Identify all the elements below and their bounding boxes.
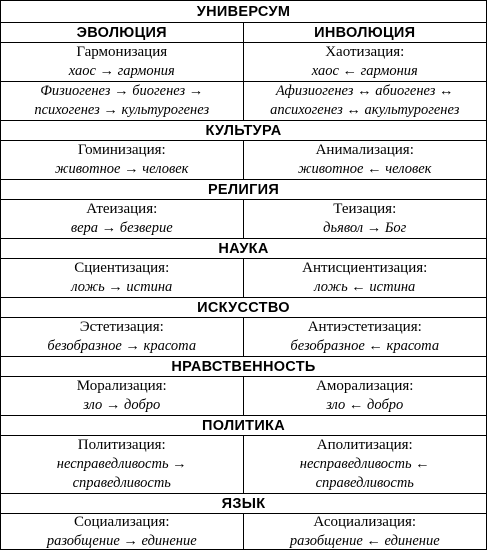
cell-formula: разобщение → единение <box>46 532 197 549</box>
cell-term: Сциентизация: <box>74 260 170 276</box>
agenesis-cell <box>244 82 487 120</box>
cell-formula: зло → добро <box>83 397 161 413</box>
section-row-morality <box>1 376 486 415</box>
cell-term: Аполитизация: <box>316 437 413 453</box>
cell-formula: психогенез → культурогенез <box>34 102 210 118</box>
cell-formula: зло ← добро <box>326 397 404 413</box>
section-title: ИСКУССТВО <box>197 299 290 316</box>
cell-term: Аморализация: <box>316 378 414 394</box>
involution-cell <box>244 377 487 415</box>
section-header-art <box>1 297 486 317</box>
cell-formula: ложь → истина <box>71 279 173 295</box>
harmonization-cell <box>1 43 244 81</box>
cell-term: Социализация: <box>73 513 170 530</box>
cell-term: Хаотизация: <box>325 44 405 60</box>
genesis-row <box>1 81 486 120</box>
evolution-cell <box>1 200 244 238</box>
evolution-column-header: ЭВОЛЮЦИЯ <box>1 23 244 42</box>
evolution-cell <box>1 377 244 415</box>
section-title: НАУКА <box>218 240 269 257</box>
cell-formula: животное → человек <box>55 161 189 177</box>
section-header-culture <box>1 120 486 140</box>
section-header-language <box>1 493 486 513</box>
cell-formula: несправедливость → <box>56 456 187 472</box>
involution-cell <box>244 436 487 493</box>
section-title: РЕЛИГИЯ <box>207 181 280 198</box>
cell-term: Антисциентизация: <box>302 260 428 276</box>
section-title: ПОЛИТИКА <box>202 417 285 434</box>
involution-cell <box>244 200 487 238</box>
universum-header <box>1 1 486 22</box>
section-row-culture <box>1 140 486 179</box>
section-header-religion <box>1 179 486 199</box>
cell-formula: разобщение ← единение <box>289 532 440 549</box>
cell-term: Гармонизация <box>76 44 168 60</box>
section-row-language <box>1 513 486 549</box>
chaotization-cell <box>244 43 487 81</box>
involution-cell <box>244 514 487 549</box>
harmonization-row <box>1 42 486 81</box>
cell-formula: животное ← человек <box>298 161 432 177</box>
column-headers-row <box>1 22 486 42</box>
cell-formula: ложь ← истина <box>314 279 416 295</box>
section-title: ЯЗЫК <box>221 495 266 512</box>
cell-term: Морализация: <box>76 378 167 394</box>
evolution-cell <box>1 436 244 493</box>
evolution-cell <box>1 141 244 179</box>
cell-formula: хаос → гармония <box>68 63 175 79</box>
section-row-religion <box>1 199 486 238</box>
cell-formula: несправедливость ← <box>299 456 430 472</box>
section-header-politics <box>1 415 486 435</box>
cell-term: Теизация: <box>333 201 397 217</box>
section-title: НРАВСТВЕННОСТЬ <box>171 358 316 375</box>
cell-term: Анимализация: <box>315 142 414 158</box>
section-header-science <box>1 238 486 258</box>
section-header-morality <box>1 356 486 376</box>
cell-term: Эстетизация: <box>79 319 164 335</box>
section-row-science <box>1 258 486 297</box>
involution-cell <box>244 259 487 297</box>
universum-title: УНИВЕРСУМ <box>196 3 291 20</box>
cell-term: Атеизация: <box>86 201 158 217</box>
cell-formula: Физиогенез → биогенез → <box>40 83 204 99</box>
cell-term: Антиэстетизация: <box>307 319 422 335</box>
cell-formula: вера → безверие <box>70 220 173 236</box>
involution-cell <box>244 318 487 356</box>
section-row-art <box>1 317 486 356</box>
cell-term: Гоминизация: <box>77 142 166 158</box>
cell-term: Политизация: <box>77 437 166 453</box>
section-title: КУЛЬТУРА <box>205 122 282 139</box>
evolution-cell <box>1 514 244 549</box>
cell-formula: дьявол → Бог <box>323 220 407 236</box>
cell-formula: хаос ← гармония <box>311 63 418 79</box>
involution-column-header: ИНВОЛЮЦИЯ <box>314 24 416 41</box>
cell-formula-continued: справедливость <box>315 475 414 491</box>
cell-formula: апсихогенез ↔ акультурогенез <box>270 102 460 118</box>
involution-cell <box>244 141 487 179</box>
evolution-cell <box>1 259 244 297</box>
genesis-cell <box>1 82 244 120</box>
section-row-politics <box>1 435 486 493</box>
cell-formula: безобразное → красота <box>47 338 197 354</box>
cell-term: Асоциализация: <box>313 513 417 530</box>
cell-formula: Афизиогенез ↔ абиогенез ↔ <box>275 83 454 99</box>
cell-formula-continued: справедливость <box>72 475 171 491</box>
cell-formula: безобразное ← красота <box>290 338 440 354</box>
evolution-cell <box>1 318 244 356</box>
